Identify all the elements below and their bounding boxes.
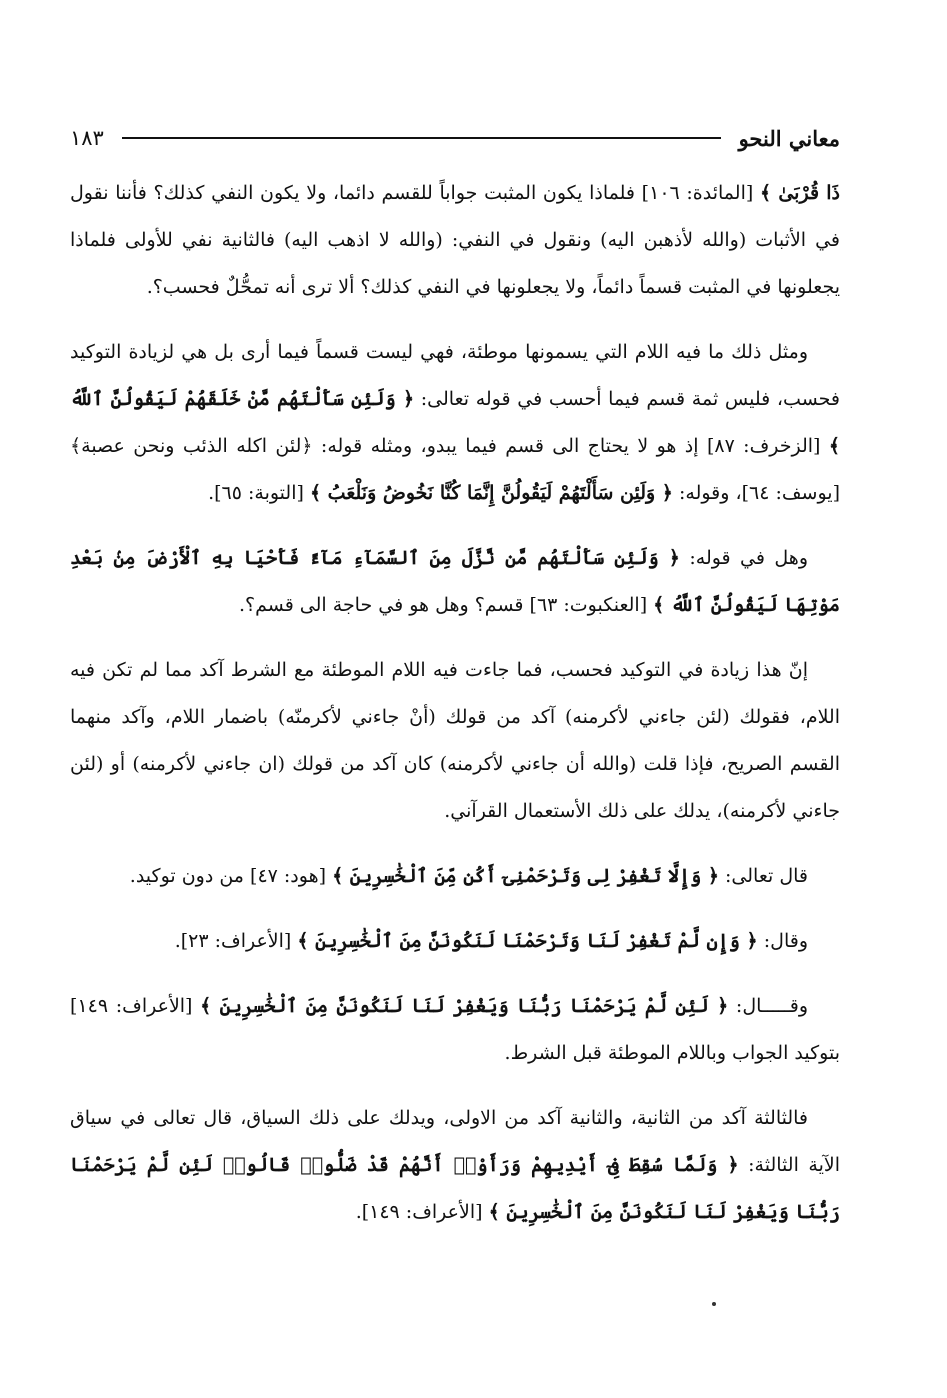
paragraph [70,647,840,835]
quran-quote: ﴿ وَلَمَّا سُقِطَ فِىٓ أَيْدِيهِمْ وَرَأَوْا۟ أَنَّهُمْ قَدْ ضَلُّوا۟ قَالُوا۟ لَئِن لَّمْ يَرْحَمْنَا رَبُّنَا وَيَغْفِرْ لَنَا لَنَكُونَنَّ مِنَ ٱلْخَٰسِرِينَ ﴾ [70,1154,840,1223]
paragraph-text: [التوبة: ٦٥]. [208,482,310,504]
book-title: معاني النحو [738,125,840,151]
page-header [70,118,840,158]
paragraph-text: [المائدة: ١٠٦] فلماذا يكون المثبت جواباً للقسم دائما، ولا يكون النفي كذلك؟ فأننا نقول في الأثبات (والله لأذهبن اليه) ونقول في النفي: (والله لا اذهب اليه) فالثانية نفي للأولى فلماذا يجعلونها في المثبت قسماً دائماً، ولا يجعلونها في النفي كذلك؟ ألا ترى أنه تمحُّلٌ فحسب؟. [70,182,840,298]
paragraph [70,918,840,965]
paragraph-text: [هود: ٤٧] من دون توكيد. [129,865,333,887]
quran-quote: ﴿ وَلَئِن سَأَلْتَهُمْ لَيَقُولُنَّ إِنَّمَا كُنَّا نَخُوضُ وَنَلْعَبُ ﴾ [309,482,673,504]
paragraph-text: قال تعالى: [718,865,808,887]
paragraph [70,983,840,1077]
paragraph-text: فالثالثة آكد من الثانية، والثانية آكد من الاولى، ويدلك على ذلك السياق، قال تعالى في سياق الآية الثالثة: [70,1107,840,1176]
paragraph-text: إنّ هذا زيادة في التوكيد فحسب، فما جاءت فيه اللام الموطئة مع الشرط آكد مما لم تكن فيه اللام، فقولك (لئن جاءني لأكرمنه) آكد من قولك (أنْ جاءني لأكرمنّه) باضمار اللام، وآكد منهما القسم الصريح، فإذا قلت (والله أن جاءني لأكرمنه) كان آكد من قولك (ان جاءني لأكرمنه) أو (لئن جاءني لأكرمنه)، يدلك على ذلك الأستعمال القرآني. [70,659,840,822]
quran-quote: ﴿ وَلَئِن سَأَلْتَهُم مَّنْ خَلَقَهُمْ لَيَقُولُنَّ ٱللَّهُ ﴾ [70,388,841,457]
paragraph-text: [الأعراف: ١٤٩]. [355,1201,489,1223]
quran-quote: ﴿ وَلَئِن سَأَلْتَهُم مَّن نَّزَّلَ مِنَ ٱلسَّمَآءِ مَآءً فَأَحْيَا بِهِ ٱلْأَرْضَ مِنۢ بَعْدِ مَوْتِهَا لَيَقُولُنَّ ٱللَّهُ ﴾ [70,547,840,616]
paragraph-text: وقـــــال: [728,995,809,1017]
paragraph [70,329,840,517]
page-body [70,170,840,1254]
paragraph-text: [الزخرف: ٨٧] إذ هو لا يحتاج الى قسم فيما يبدو، ومثله قوله: ﴿لئن اكله الذئب ونحن عصبة﴾ [يوسف: ٦٤]، وقوله: [70,435,840,504]
paragraph-text: وقال: [757,930,808,952]
paragraph [70,1095,840,1236]
paragraph-text: وهل في قوله: [679,547,808,569]
paragraph [70,170,840,311]
paragraph-text: ومثل ذلك ما فيه اللام التي يسمونها موطئة، فهي ليست قسماً فيما أرى بل هي لزيادة التوكيد فحسب، فليس ثمة قسم فيما أحسب في قوله تعالى: [70,341,840,410]
header-rule [122,137,721,139]
paragraph [70,853,840,900]
quran-quote: ﴿ وَإِلَّا تَغْفِرْ لِى وَتَرْحَمْنِىٓ أَكُن مِّنَ ٱلْخَٰسِرِينَ ﴾ [332,865,719,887]
quran-quote: ﴿ لَئِن لَّمْ يَرْحَمْنَا رَبُّنَا وَيَغْفِرْ لَنَا لَنَكُونَنَّ مِنَ ٱلْخَٰسِرِينَ ﴾ [200,995,729,1017]
page-number: ١٨٣ [70,126,104,150]
quran-quote: ﴿ وَإِن لَّمْ تَغْفِرْ لَنَا وَتَرْحَمْنَا لَنَكُونَنَّ مِنَ ٱلْخَٰسِرِينَ ﴾ [297,930,758,952]
paragraph-text: [الأعراف: ١٤٩] بتوكيد الجواب وباللام الموطئة قبل الشرط. [70,995,840,1064]
quran-quote: ذَا قُرْبَىٰ ﴾ [759,182,841,204]
paragraph [70,535,840,629]
print-speck [712,1302,716,1306]
paragraph-text: [الأعراف: ٢٣]. [174,930,298,952]
paragraph-text: [العنكبوت: ٦٣] قسم؟ وهل هو في حاجة الى قسم؟. [238,594,654,616]
